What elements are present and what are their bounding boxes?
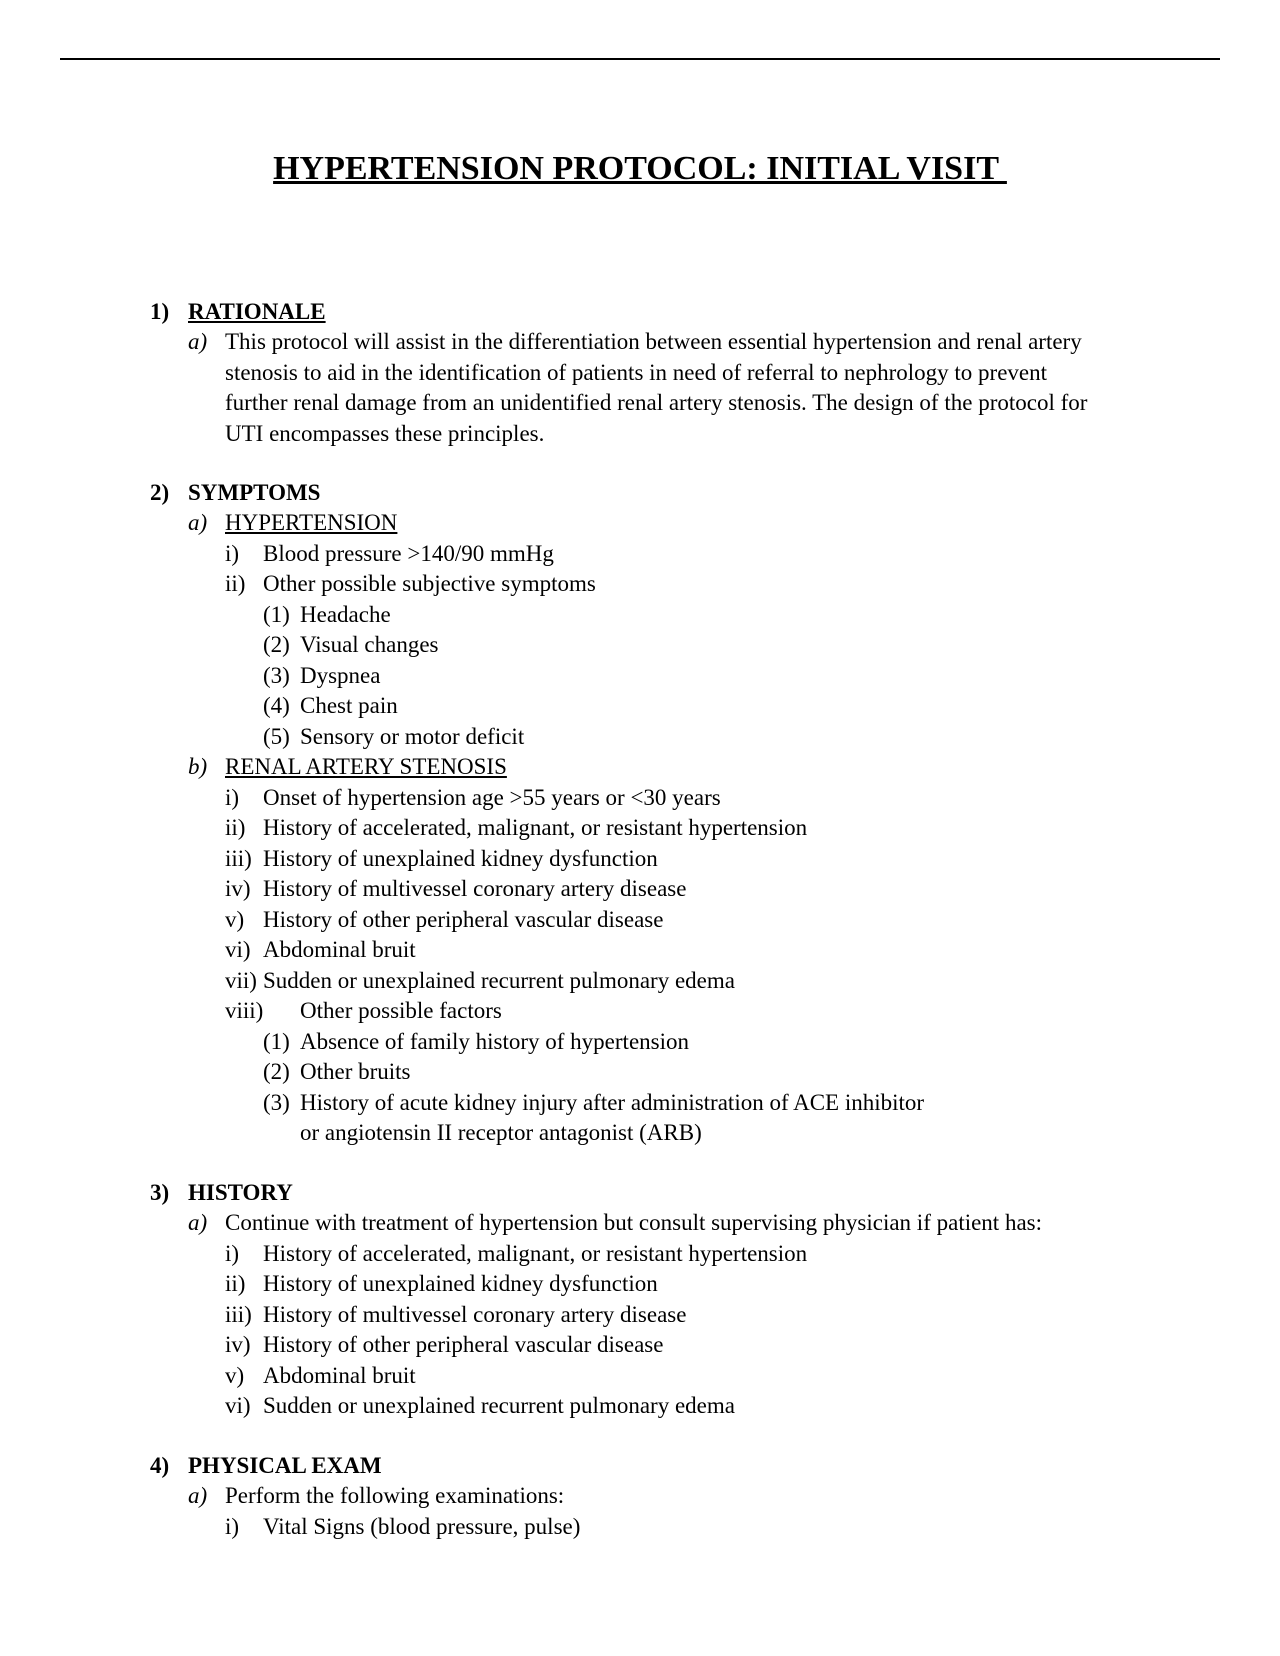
section-heading-history: HISTORY [188, 1180, 293, 1205]
rationale-paragraph: This protocol will assist in the differentiation between essential hypertension and renal artery stenosis to aid in the identification of patients in need of referral to nephrology to prevent further renal damage from an unidentified renal artery stenosis. The design of the protocol for UTI encompasses these principles. [225, 329, 1088, 446]
item-marker: v) [225, 907, 245, 932]
list-item: Vital Signs (blood pressure, pulse) [263, 1514, 581, 1539]
list-item: Dyspnea [300, 663, 381, 688]
item-marker: ii) [225, 571, 246, 596]
item-marker: i) [225, 541, 240, 566]
item-marker: (3) [263, 1090, 290, 1115]
list-item: Sudden or unexplained recurrent pulmonary edema [263, 968, 735, 993]
list-item: History of other peripheral vascular disease [263, 907, 664, 932]
list-item: Chest pain [300, 693, 398, 718]
list-item: Sensory or motor deficit [300, 724, 525, 749]
list-item: History of multivessel coronary artery disease [263, 876, 687, 901]
section-number: 2) [150, 480, 170, 505]
list-item: History of accelerated, malignant, or resistant hypertension [263, 1241, 808, 1266]
item-marker: (2) [263, 632, 290, 657]
item-marker: viii) [225, 998, 264, 1023]
list-item: History of unexplained kidney dysfunction [263, 846, 658, 871]
section-number: 3) [150, 1180, 170, 1205]
item-marker: iii) [225, 846, 252, 871]
exam-intro: Perform the following examinations: [225, 1483, 565, 1508]
list-item: Blood pressure >140/90 mmHg [263, 541, 554, 566]
list-item: Absence of family history of hypertension [300, 1029, 689, 1054]
section-number: 1) [150, 299, 170, 324]
list-item: History of unexplained kidney dysfunction [263, 1271, 658, 1296]
item-marker: v) [225, 1363, 245, 1388]
item-marker: a) [188, 510, 208, 535]
list-item: History of accelerated, malignant, or resistant hypertension [263, 815, 808, 840]
list-item: Other possible subjective symptoms [263, 571, 596, 596]
item-marker: (2) [263, 1059, 290, 1084]
item-marker: iv) [225, 876, 251, 901]
section-heading-symptoms: SYMPTOMS [188, 480, 321, 505]
item-marker: iii) [225, 1302, 252, 1327]
list-item: Abdominal bruit [263, 937, 416, 962]
list-item: Headache [300, 602, 391, 627]
item-marker: a) [188, 1483, 208, 1508]
item-marker: ii) [225, 815, 246, 840]
item-marker: i) [225, 1514, 240, 1539]
item-marker: a) [188, 329, 208, 354]
list-item: History of multivessel coronary artery disease [263, 1302, 687, 1327]
section-heading-physical-exam: PHYSICAL EXAM [188, 1453, 382, 1478]
document-title: HYPERTENSION PROTOCOL: INITIAL VISIT [273, 150, 1007, 187]
item-marker: vi) [225, 937, 251, 962]
item-marker: b) [188, 754, 208, 779]
section-heading-rationale: RATIONALE [188, 299, 326, 324]
section-number: 4) [150, 1453, 170, 1478]
item-marker: (4) [263, 693, 290, 718]
list-item: History of acute kidney injury after administration of ACE inhibitor [300, 1090, 925, 1115]
item-marker: vi) [225, 1393, 251, 1418]
item-marker: (5) [263, 724, 290, 749]
list-item-continuation: or angiotensin II receptor antagonist (ARB) [300, 1120, 702, 1145]
item-marker: (1) [263, 1029, 290, 1054]
list-item: Onset of hypertension age >55 years or <30 years [263, 785, 721, 810]
item-marker: vii) [225, 968, 257, 993]
item-marker: iv) [225, 1332, 251, 1357]
subheading-renal-artery-stenosis: RENAL ARTERY STENOSIS [225, 754, 507, 779]
list-item: Other possible factors [300, 998, 502, 1023]
history-intro: Continue with treatment of hypertension but consult supervising physician if patient has: [225, 1210, 1042, 1235]
list-item: Visual changes [300, 632, 439, 657]
item-marker: a) [188, 1210, 208, 1235]
item-marker: i) [225, 1241, 240, 1266]
item-marker: (3) [263, 663, 290, 688]
subheading-hypertension: HYPERTENSION [225, 510, 398, 535]
list-item: Abdominal bruit [263, 1363, 416, 1388]
list-item: History of other peripheral vascular disease [263, 1332, 664, 1357]
list-item: Sudden or unexplained recurrent pulmonary edema [263, 1393, 735, 1418]
list-item: Other bruits [300, 1059, 411, 1084]
item-marker: i) [225, 785, 240, 810]
item-marker: (1) [263, 602, 290, 627]
item-marker: ii) [225, 1271, 246, 1296]
header-rule [60, 58, 1220, 60]
